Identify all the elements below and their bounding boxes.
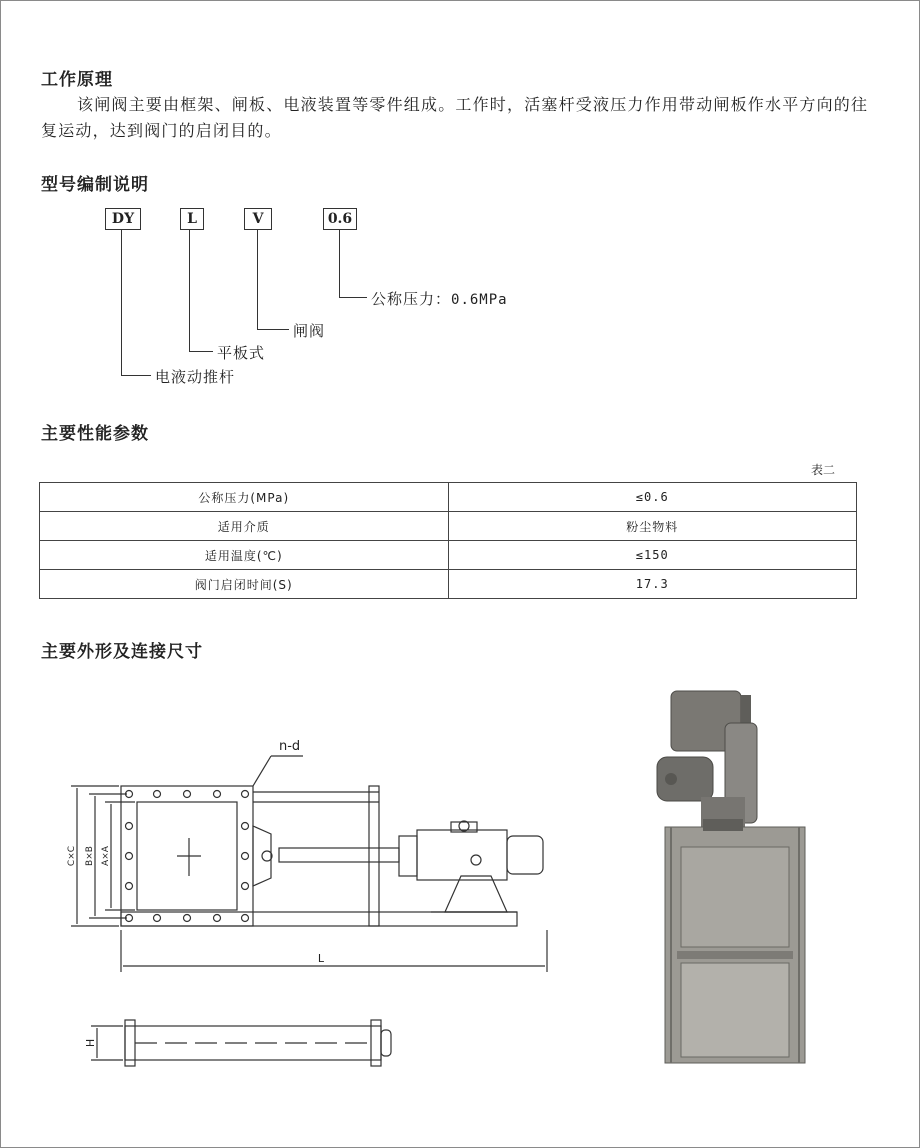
code-box-dy: DY — [105, 208, 141, 230]
principle-body — [41, 92, 871, 144]
param-cell: 阀门启闭时间(S) — [40, 570, 449, 599]
table-row — [40, 570, 857, 599]
value-cell: 粉尘物料 — [448, 512, 857, 541]
code-box-v: V — [244, 208, 272, 230]
label-pressure-value: 0.6MPa — [451, 292, 508, 308]
code-box-l: L — [180, 208, 204, 230]
table-row — [40, 512, 857, 541]
value-cell: ≤0.6 — [448, 483, 857, 512]
label-bb: B×B — [85, 846, 95, 866]
connector-flat-v — [189, 230, 190, 352]
connector-valve-v — [257, 230, 258, 330]
label-flat: 平板式 — [217, 344, 266, 362]
label-length: L — [317, 952, 325, 965]
valve-technical-drawing — [31, 726, 561, 1076]
table-caption: 表二 — [811, 463, 836, 477]
table-row — [40, 541, 857, 570]
label-holes: n-d — [279, 739, 301, 754]
connector-flat-h — [189, 351, 213, 352]
model-title: 型号编制说明 — [41, 175, 149, 195]
connector-valve-h — [257, 329, 289, 330]
label-height: H — [84, 1038, 97, 1048]
value-cell: ≤150 — [448, 541, 857, 570]
connector-actuator-v — [121, 230, 122, 376]
dimensions-title: 主要外形及连接尺寸 — [41, 642, 203, 662]
connector-pressure-h — [339, 297, 367, 298]
label-pressure — [371, 288, 508, 309]
value-cell: 17.3 — [448, 570, 857, 599]
param-cell: 适用温度(℃) — [40, 541, 449, 570]
connector-pressure-v — [339, 230, 340, 298]
principle-text: 该闸阀主要由框架、闸板、电液装置等零件组成。工作时，活塞杆受液压力作用带动闸板作水平方向的往复运动，达到阀门的启闭目的。 — [41, 95, 869, 140]
label-cc: C×C — [67, 845, 77, 867]
table-row — [40, 483, 857, 512]
param-cell: 公称压力(MPa) — [40, 483, 449, 512]
connector-actuator-h — [121, 375, 151, 376]
code-box-pressure: 0.6 — [323, 208, 357, 230]
label-pressure-text: 公称压力： — [371, 290, 452, 308]
label-actuator: 电液动推杆 — [155, 368, 236, 386]
valve-product-photo — [641, 687, 821, 1077]
label-valve: 闸阀 — [293, 322, 326, 340]
label-aa: A×A — [101, 846, 111, 866]
performance-title: 主要性能参数 — [41, 424, 149, 444]
principle-title: 工作原理 — [41, 70, 113, 90]
param-cell: 适用介质 — [40, 512, 449, 541]
performance-table — [39, 482, 857, 599]
